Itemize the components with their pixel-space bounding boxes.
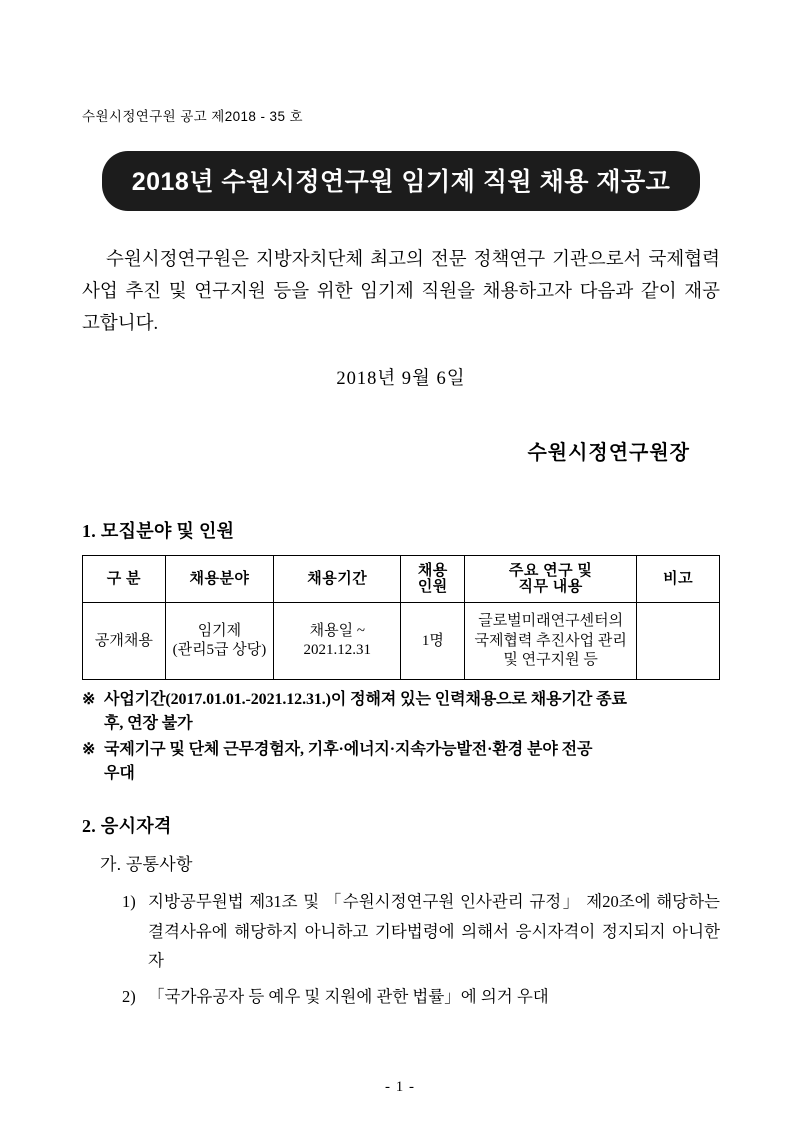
note-mark-icon: ※ xyxy=(82,691,96,709)
notice-number: 수원시정연구원 공고 제2018 - 35 호 xyxy=(82,109,303,124)
note-mark-icon: ※ xyxy=(82,741,96,759)
section2-heading: 2. 응시자격 xyxy=(82,816,172,837)
list-item xyxy=(122,887,720,975)
title-container xyxy=(82,151,720,211)
cell-division: 공개채용 xyxy=(83,603,166,680)
note-item xyxy=(82,738,720,786)
table-notes xyxy=(82,688,720,786)
list-item xyxy=(122,982,720,1011)
section2-subheading: 가. 공통사항 xyxy=(100,855,193,875)
note-line2: 우대 xyxy=(104,765,135,783)
list-item-text: 지방공무원법 제31조 및 「수원시정연구원 인사관리 규정」 제20조에 해당하는 결격사유에 해당하지 아니하고 기타법령에 의해서 응시자격이 정지되지 아니한 자 xyxy=(148,892,720,971)
th-headcount xyxy=(401,556,465,603)
cell-period xyxy=(274,603,401,680)
th-duties-line1: 주요 연구 및 xyxy=(508,562,593,579)
note-line1: 국제기구 및 단체 근무경험자, 기후·에너지·지속가능발전·환경 분야 전공 xyxy=(104,741,593,759)
page-number: - 1 - xyxy=(385,1079,415,1095)
cell-remark xyxy=(637,603,720,680)
intro-paragraph: 수원시정연구원은 지방자치단체 최고의 전문 정책연구 기관으로서 국제협력사업 추진 및 연구지원 등을 위한 임기제 직원을 채용하고자 다음과 같이 재공고합니다. xyxy=(82,250,720,334)
qualification-list xyxy=(82,887,720,1010)
th-duties-line2: 직무 내용 xyxy=(518,579,583,596)
section1-heading: 1. 모집분야 및 인원 xyxy=(82,521,235,542)
cell-duties-line2: 국제협력 추진사업 관리 xyxy=(474,632,627,649)
signer-name: 수원시정연구원장 xyxy=(527,442,690,465)
cell-duties-line1: 글로벌미래연구센터의 xyxy=(478,612,624,629)
table-header-row xyxy=(83,556,720,603)
list-item-number: 2) xyxy=(122,986,136,1006)
note-line1: 사업기간(2017.01.01.-2021.12.31.)이 정해져 있는 인력채용으로 채용기간 종료 xyxy=(104,691,627,709)
notice-date: 2018년 9월 6일 xyxy=(336,369,466,390)
list-item-text: 「국가유공자 등 예우 및 지원에 관한 법률」에 의거 우대 xyxy=(148,986,549,1006)
th-division: 구 분 xyxy=(83,556,166,603)
note-item xyxy=(82,688,720,736)
cell-duties-line3: 및 연구지원 등 xyxy=(503,652,598,669)
th-period: 채용기간 xyxy=(274,556,401,603)
th-headcount-line2: 인원 xyxy=(417,579,448,596)
list-item-number: 1) xyxy=(122,892,136,912)
cell-duties xyxy=(465,603,637,680)
note-line2: 후, 연장 불가 xyxy=(104,715,193,733)
cell-period-line1: 채용일 ~ xyxy=(309,622,365,639)
table-row xyxy=(83,603,720,680)
cell-headcount: 1명 xyxy=(401,603,465,680)
cell-field-line2: (관리5급 상당) xyxy=(172,642,267,659)
th-remark: 비고 xyxy=(637,556,720,603)
cell-field-line1: 임기제 xyxy=(197,622,242,639)
th-headcount-line1: 채용 xyxy=(417,562,448,579)
page-title: 2018년 수원시정연구원 임기제 직원 채용 재공고 xyxy=(102,151,701,211)
cell-period-line2: 2021.12.31 xyxy=(303,642,372,659)
th-field: 채용분야 xyxy=(165,556,273,603)
cell-field xyxy=(165,603,273,680)
th-duties xyxy=(465,556,637,603)
recruitment-table xyxy=(82,555,720,680)
